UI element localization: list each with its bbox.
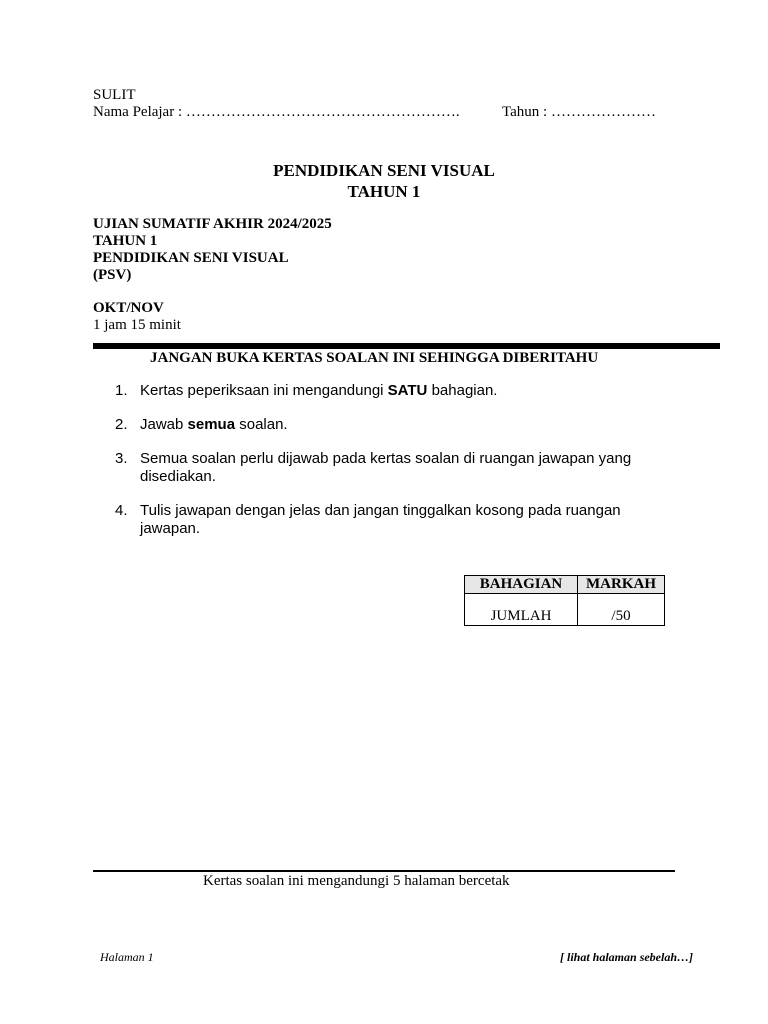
column-header-section: BAHAGIAN <box>465 576 578 594</box>
exam-info-line-4: (PSV) <box>93 267 132 283</box>
total-label-cell: JUMLAH <box>465 594 578 626</box>
item-number: 2. <box>115 416 128 433</box>
list-item <box>115 382 675 400</box>
item-text: Semua soalan perlu dijawab pada kertas soalan di ruangan jawapan yang disediakan. <box>140 450 632 485</box>
exam-info-line-2: TAHUN 1 <box>93 233 158 249</box>
divider <box>93 343 720 349</box>
item-text: Kertas peperiksaan ini mengandungi <box>140 382 388 399</box>
item-emphasis: SATU <box>387 382 428 399</box>
total-marks-cell: /50 <box>578 594 665 626</box>
footer-divider <box>93 870 675 872</box>
item-number: 4. <box>115 502 128 519</box>
item-text: Jawab <box>140 416 188 433</box>
instruction-list <box>115 382 675 554</box>
item-number: 1. <box>115 382 128 399</box>
item-text-end: soalan. <box>235 416 288 433</box>
table-header-row <box>465 576 665 594</box>
exam-month: OKT/NOV <box>93 300 164 316</box>
student-name-field: Nama Pelajar : ………………………………………………. <box>93 104 460 120</box>
year-field: Tahun : ………………… <box>502 104 656 120</box>
title-line-2: TAHUN 1 <box>347 182 421 201</box>
item-text: Tulis jawapan dengan jelas dan jangan tinggalkan kosong pada ruangan jawapan. <box>140 502 621 537</box>
page-number: Halaman 1 <box>100 950 154 964</box>
marks-table <box>464 575 665 626</box>
student-info-row <box>93 104 693 121</box>
item-emphasis: semua <box>187 416 236 433</box>
exam-info-line-3: PENDIDIKAN SENI VISUAL <box>93 250 289 266</box>
list-item <box>115 450 675 486</box>
table-row <box>465 594 665 626</box>
page-count-note: Kertas soalan ini mengandungi 5 halaman bercetak <box>203 873 510 889</box>
exam-session <box>93 300 181 334</box>
exam-info <box>93 216 332 284</box>
item-text-end: bahagian. <box>427 382 498 399</box>
next-page-note: [ lihat halaman sebelah…] <box>560 950 694 964</box>
list-item <box>115 416 675 434</box>
exam-info-line-1: UJIAN SUMATIF AKHIR 2024/2025 <box>93 216 332 232</box>
exam-duration: 1 jam 15 minit <box>93 317 181 333</box>
item-number: 3. <box>115 450 128 467</box>
warning-text: JANGAN BUKA KERTAS SOALAN INI SEHINGGA DIBERITAHU <box>150 350 599 366</box>
title-line-1: PENDIDIKAN SENI VISUAL <box>273 161 495 180</box>
page-title <box>0 160 768 202</box>
column-header-marks: MARKAH <box>578 576 665 594</box>
list-item <box>115 502 675 538</box>
classification-label: SULIT <box>93 87 136 103</box>
